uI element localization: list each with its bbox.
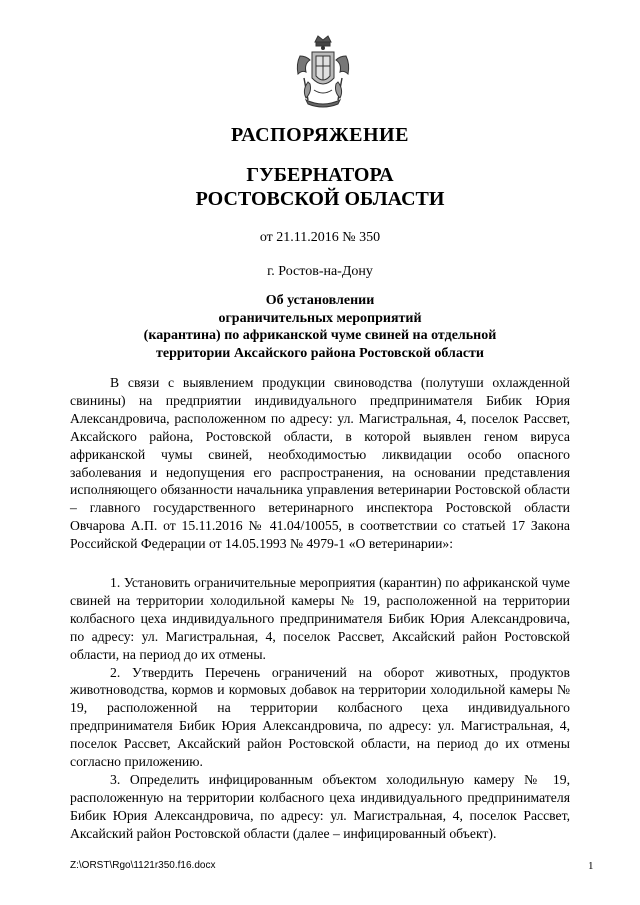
preamble-paragraph: В связи с выявлением продукции свиноводства (полутуши охлажденной свинины) на предприятии индивидуального предпринимателя Бибик Юрия Александровича, расположенном по адресу: ул. Магистральная, 4, поселок Рассвет, Аксайского района, Ростовской области, в которой выявлен геном вируса африканской чумы свиней, необходимостью ликвидации особо опасного заболевания и недопущения его распространения, на основании представления исполняющего обязанности начальника управления ветеринарии Ростовской области – главного государственного ветеринарного инспектора Ростовской области Овчарова А.П. от 15.11.2016 № 41.04/10055, в соответствии со статьей 17 Закона Российской Федерации от 14.05.1993 № 4979-1 «О ветеринарии»: (70, 375, 570, 552)
point-paragraph-3: 3. Определить инфицированным объектом холодильную камеру № 19, расположенную на территории колбасного цеха индивидуального предпринимателя Бибик Юрия Александровича, по адресу: ул. Магистральная, 4, поселок Рассвет, Аксайский район Ростовской области (далее – инфицированный объект). (70, 771, 570, 841)
issuer-title-line-2: РОСТОВСКОЙ ОБЛАСТИ (195, 188, 445, 210)
document-type-title: РАСПОРЯЖЕНИЕ (231, 124, 409, 146)
footer-file-path: Z:\ORST\Rgo\1121r350.f16.docx (70, 860, 216, 871)
date-number-line: от 21.11.2016 № 350 (259, 230, 381, 245)
subject-line: (карантина) по африканской чуме свиней на отдельной (143, 328, 497, 343)
subject-line: территории Аксайского района Ростовской области (156, 345, 484, 361)
point-paragraph-1: 1. Установить ограничительные мероприятия (карантин) по африканской чуме свиней на территории холодильной камеры № 19, расположенной на территории колбасного цеха индивидуального предпринимателя Бибик Юрия Александровича, по адресу: ул. Магистральная, 4, поселок Рассвет, Аксайский район Ростовской области, на период до их отмены. (70, 575, 570, 662)
coat-of-arms-icon (292, 34, 354, 108)
subject-line: ограничительных мероприятий (218, 310, 422, 326)
preamble-section (70, 374, 570, 553)
point-paragraph-2: 2. Утвердить Перечень ограничений на оборот животных, продуктов животноводства, кормов и кормовых добавок на территории холодильной камеры № 19, расположенной на территории колбасного цеха индивидуального предпринимателя Бибик Юрия Александровича, по адресу: ул. Магистральная, 4, поселок Рассвет, Аксайский район Ростовской области, на период до их отмены согласно приложению. (70, 664, 570, 770)
issuer-title-line-1: ГУБЕРНАТОРА (246, 164, 394, 186)
subject-line: Об установлении (265, 293, 375, 308)
document-subject (100, 292, 540, 362)
city-line: г. Ростов-на-Дону (267, 264, 373, 279)
points-section (70, 574, 570, 843)
footer-page-number: 1 (588, 860, 594, 872)
